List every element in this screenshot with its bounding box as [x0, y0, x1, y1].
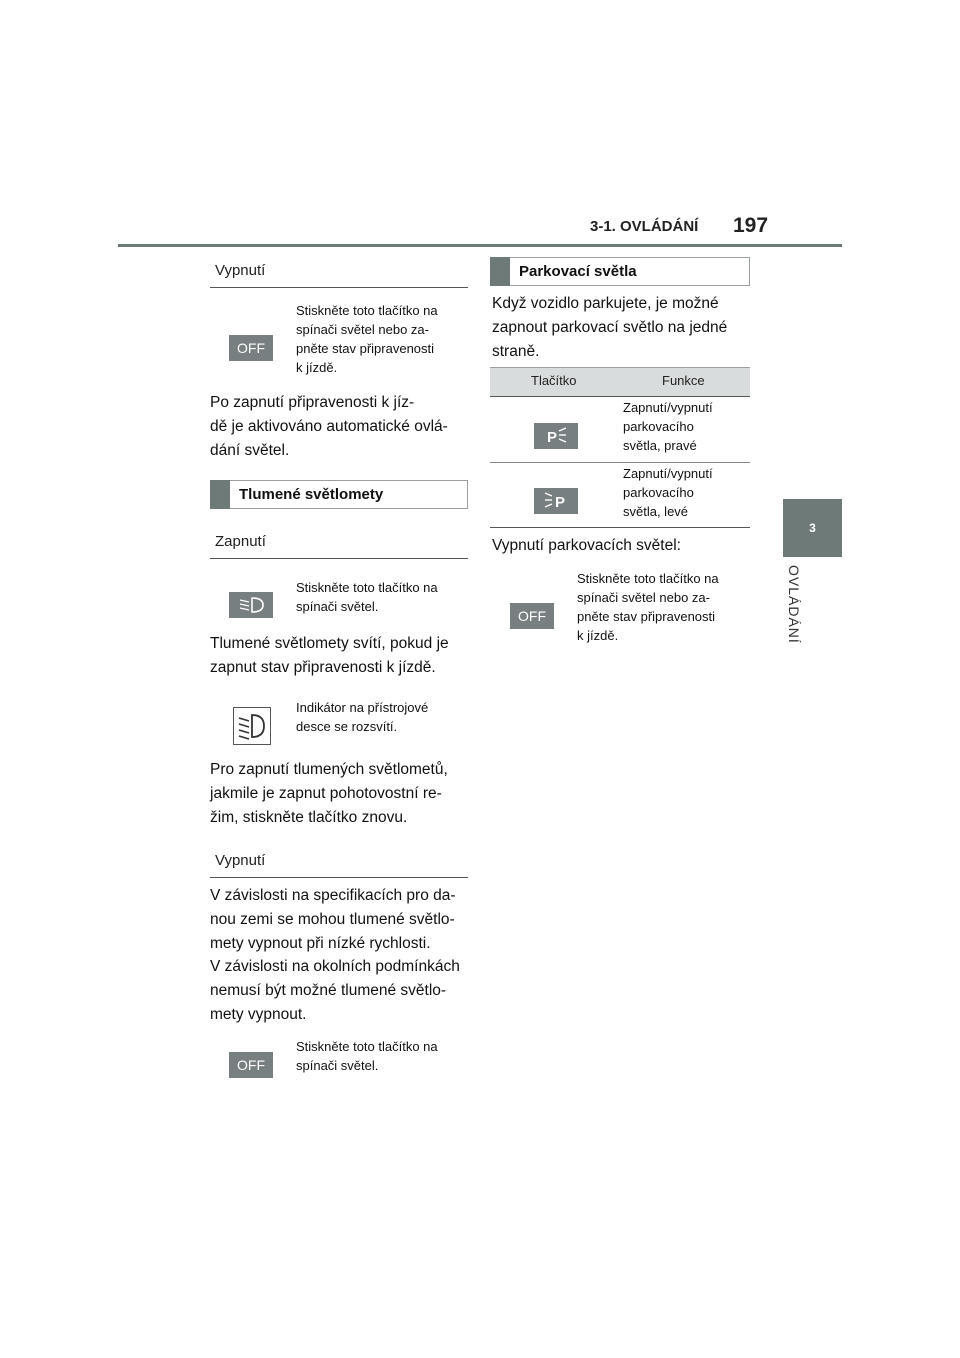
divider [210, 287, 468, 288]
off-button-icon: OFF [510, 603, 554, 629]
indicator-text: Indikátor na přístrojové desce se rozsvítí. [296, 700, 429, 734]
off-title-2: Vypnutí [215, 852, 266, 869]
col-function: Funkce [662, 373, 705, 388]
standby-paragraph: Pro zapnutí tlumených světlometů, jakmile je zapnut pohotovostní re- žim, stiskněte tlačítko znovu. [210, 761, 448, 826]
low-beam-indicator-icon [233, 707, 271, 745]
auto-light-paragraph: Po zapnutí připravenosti k jíz- dě je aktivováno automatické ovlá- dání světel. [210, 394, 448, 459]
chapter-tab[interactable]: 3 [783, 499, 842, 557]
col-button: Tlačítko [531, 373, 577, 388]
lowbeam-paragraph: Tlumené světlomety svítí, pokud je zapnut stav připravenosti k jízdě. [210, 635, 449, 676]
off-instruction: Stiskněte toto tlačítko na spínači světel nebo za- pněte stav připravenosti k jízdě. [296, 303, 438, 375]
off-title: Vypnutí [215, 262, 266, 279]
table-bottom-rule [490, 527, 750, 528]
parking-off-label: Vypnutí parkovacích světel: [492, 537, 681, 554]
table-row-function: Zapnutí/vypnutí parkovacího světla, levé [623, 466, 713, 519]
parking-light-right-icon [534, 423, 578, 449]
header-rule [118, 244, 842, 247]
table-row-function: Zapnutí/vypnutí parkovacího světla, pravé [623, 400, 713, 453]
parking-off-instruction: Stiskněte toto tlačítko na spínači světel nebo za- pněte stav připravenosti k jízdě. [577, 571, 719, 643]
page-number: 197 [733, 214, 769, 237]
divider [210, 877, 468, 878]
off-button-icon: OFF [229, 1052, 273, 1078]
parking-intro: Když vozidlo parkujete, je možné zapnout parkovací světlo na jedné straně. [492, 295, 728, 360]
svg-text:P: P [555, 494, 566, 511]
section-title: 3-1. OVLÁDÁNÍ [590, 218, 699, 235]
off-button-icon: OFF [229, 335, 273, 361]
svg-text:P: P [547, 429, 558, 446]
lowbeam-heading: Tlumené světlomety [210, 480, 468, 509]
country-paragraph: V závislosti na specifikacích pro da- nou zemi se mohou tlumené světlo- mety vypnout při nízké rychlosti. [210, 887, 456, 952]
parking-heading: Parkovací světla [490, 257, 750, 286]
low-beam-button-icon [229, 592, 273, 618]
on-title: Zapnutí [215, 533, 266, 550]
parking-light-left-icon [534, 488, 578, 514]
table-header [490, 367, 750, 397]
divider [210, 558, 468, 559]
conditions-paragraph: V závislosti na okolních podmínkách nemusí být možné tlumené světlo- mety vypnout. [210, 958, 460, 1023]
table-row-divider [490, 462, 750, 463]
chapter-label: OVLÁDÁNÍ [786, 565, 802, 644]
off-instruction-2: Stiskněte toto tlačítko na spínači světel. [296, 1039, 438, 1073]
on-instruction: Stiskněte toto tlačítko na spínači světel. [296, 580, 438, 614]
